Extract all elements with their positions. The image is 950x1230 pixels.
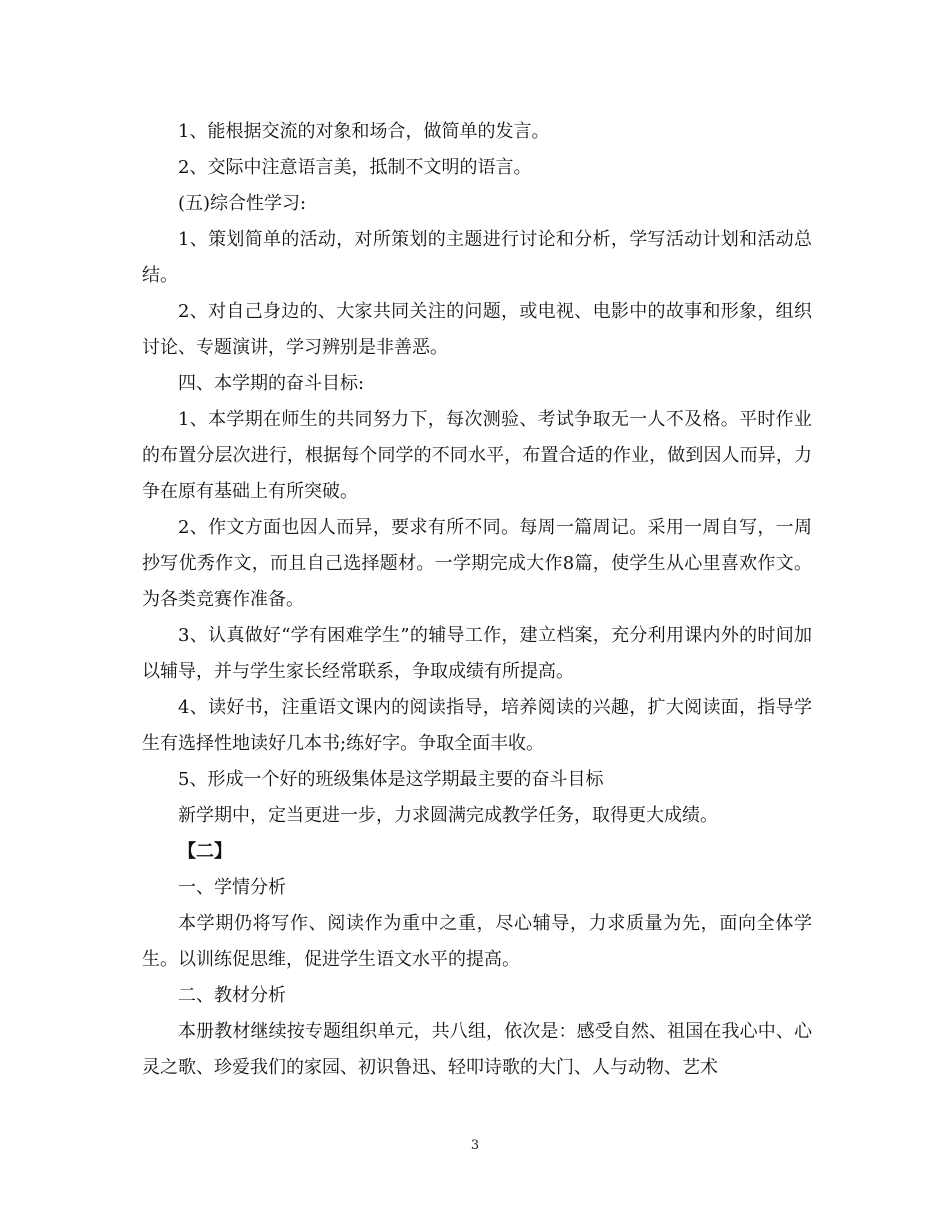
- paragraph-9: 5、形成一个好的班级集体是这学期最主要的奋斗目标: [178, 769, 604, 790]
- paragraph-1: 1、能根据交流的对象和场合，做简单的发言。: [178, 121, 550, 142]
- paragraph-6: 2、作文方面也因人而异，要求有所不同。每周一篇周记。采用一周自写，一周抄写优秀作文，而且自己选择题材。一学期完成大作8篇，使学生从心里喜欢作文。为各类竞赛作准备。: [142, 517, 812, 610]
- paragraph-10: 新学期中，定当更进一步，力求圆满完成教学任务，取得更大成绩。: [178, 805, 718, 826]
- paragraph-12: 本册教材继续按专题组织单元，共八组，依次是：感受自然、祖国在我心中、心灵之歌、珍爱我们的家园、初识鲁迅、轻叩诗歌的大门、人与动物、艺术: [142, 1021, 812, 1078]
- page-number: 3: [470, 1138, 480, 1153]
- section-heading-textbook-analysis: 二、教材分析: [178, 985, 286, 1006]
- section-heading-comprehensive-learning: (五)综合性学习:: [178, 193, 307, 214]
- document-body: [142, 114, 812, 1086]
- paragraph-8: 4、读好书，注重语文课内的阅读指导，培养阅读的兴趣，扩大阅读面，指导学生有选择性地读好几本书;练好字。争取全面丰收。: [142, 697, 812, 754]
- paragraph-7: 3、认真做好“学有困难学生”的辅导工作，建立档案，充分利用课内外的时间加以辅导，并与学生家长经常联系，争取成绩有所提高。: [142, 625, 812, 682]
- part-two-heading: 【二】: [178, 841, 232, 862]
- section-heading-student-analysis: 一、学情分析: [178, 877, 286, 898]
- section-heading-semester-goals: 四、本学期的奋斗目标:: [178, 373, 365, 394]
- paragraph-11: 本学期仍将写作、阅读作为重中之重，尽心辅导，力求质量为先，面向全体学生。以训练促思维，促进学生语文水平的提高。: [142, 913, 812, 970]
- paragraph-4: 2、对自己身边的、大家共同关注的问题，或电视、电影中的故事和形象，组织讨论、专题演讲，学习辨别是非善恶。: [142, 301, 812, 358]
- paragraph-2: 2、交际中注意语言美，抵制不文明的语言。: [178, 157, 532, 178]
- paragraph-3: 1、策划简单的活动，对所策划的主题进行讨论和分析，学写活动计划和活动总结。: [142, 229, 812, 286]
- paragraph-5: 1、本学期在师生的共同努力下，每次测验、考试争取无一人不及格。平时作业的布置分层次进行，根据每个同学的不同水平，布置合适的作业，做到因人而异，力争在原有基础上有所突破。: [142, 409, 812, 502]
